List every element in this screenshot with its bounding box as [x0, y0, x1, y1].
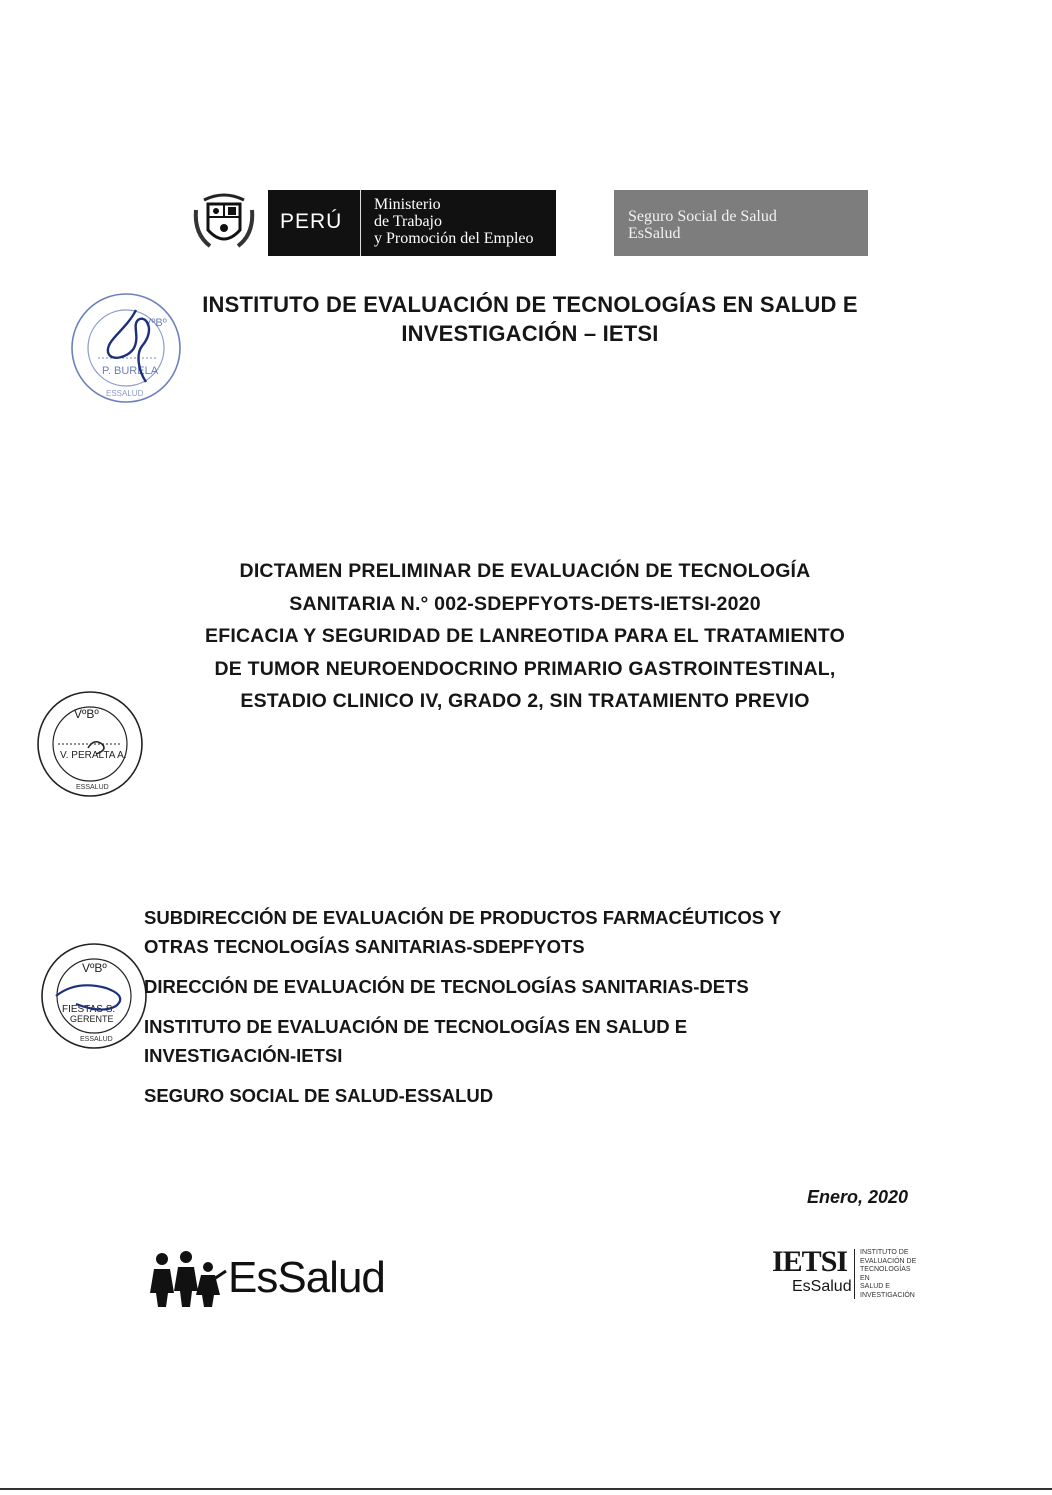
- coat-of-arms-icon: [190, 190, 258, 258]
- country-label: PERÚ: [280, 210, 343, 233]
- document-date: Enero, 2020: [806, 1187, 908, 1207]
- family-icon: [148, 1249, 228, 1309]
- document-title-line: ESTADIO CLINICO IV, GRADO 2, SIN TRATAMIENTO PREVIO: [240, 690, 810, 712]
- approval-stamp-peralta: [32, 688, 148, 800]
- stamp-name: V. PERALTA A.: [60, 750, 127, 761]
- stamp-vobo: VºBº: [82, 961, 107, 975]
- affiliation-item: [144, 1081, 904, 1110]
- agency-name: Seguro Social de Salud EsSalud: [628, 208, 777, 242]
- stamp-role: GERENTE: [70, 1014, 114, 1024]
- affiliation-line: INVESTIGACIÓN-IETSI: [144, 1045, 343, 1066]
- affiliation-line: SUBDIRECCIÓN DE EVALUACIÓN DE PRODUCTOS FARMACÉUTICOS Y: [144, 907, 782, 928]
- stamp-org: ESSALUD: [76, 784, 109, 791]
- affiliation-item: [144, 972, 904, 1001]
- ietsi-logo: [772, 1245, 922, 1305]
- institute-title: [160, 290, 900, 348]
- stamp-name: FIESTAS S.: [62, 1004, 116, 1015]
- document-title-line: EFICACIA Y SEGURIDAD DE LANREOTIDA PARA EL TRATAMIENTO: [205, 625, 845, 647]
- affiliation-line: INSTITUTO DE EVALUACIÓN DE TECNOLOGÍAS EN SALUD E: [144, 1016, 688, 1037]
- ministry-name: Ministerio de Trabajo y Promoción del Empleo: [374, 196, 534, 247]
- document-title-line: DE TUMOR NEUROENDOCRINO PRIMARIO GASTROINTESTINAL,: [214, 657, 836, 680]
- document-title-line: SANITARIA N.° 002-SDEPFYOTS-DETS-IETSI-2020: [289, 592, 761, 615]
- affiliation-line: DIRECCIÓN DE EVALUACIÓN DE TECNOLOGÍAS SANITARIAS-DETS: [144, 976, 749, 997]
- ietsi-subtitle: EsSalud: [792, 1278, 852, 1295]
- stamp-vobo: VºBº: [144, 317, 167, 329]
- stamp-vobo: VºBº: [74, 707, 99, 721]
- affiliation-line: OTRAS TECNOLOGÍAS SANITARIAS-SDEPFYOTS: [144, 936, 585, 957]
- affiliation-item: [144, 1012, 904, 1070]
- government-header: [190, 190, 868, 258]
- scan-edge-line: [0, 1488, 1052, 1490]
- approval-stamp-fiestas: [36, 940, 152, 1052]
- stamp-name: P. BURELA: [102, 365, 159, 377]
- ministry-badge: [268, 190, 556, 256]
- stamp-org: ESSALUD: [106, 389, 144, 398]
- affiliation-line: SEGURO SOCIAL DE SALUD-ESSALUD: [144, 1085, 494, 1106]
- badge-divider: [360, 190, 361, 256]
- institute-title-line: INSTITUTO DE EVALUACIÓN DE TECNOLOGÍAS EN SALUD E: [202, 292, 858, 317]
- agency-badge: [614, 190, 868, 256]
- stamp-org: ESSALUD: [80, 1036, 113, 1043]
- affiliation-item: [144, 903, 904, 961]
- institute-title-line: INVESTIGACIÓN – IETSI: [401, 321, 659, 346]
- document-title-line: DICTAMEN PRELIMINAR DE EVALUACIÓN DE TECNOLOGÍA: [239, 560, 811, 582]
- document-title: [140, 555, 910, 718]
- essalud-logo: [148, 1245, 418, 1315]
- affiliation-list: [144, 903, 904, 1121]
- ietsi-wordmark: IETSI: [772, 1245, 848, 1278]
- logo-divider: [854, 1249, 855, 1299]
- essalud-wordmark: EsSalud: [228, 1253, 385, 1302]
- ietsi-description: INSTITUTO DE EVALUACIÓN DE TECNOLOGÍAS EN SALUD E INVESTIGACIÓN: [860, 1249, 917, 1299]
